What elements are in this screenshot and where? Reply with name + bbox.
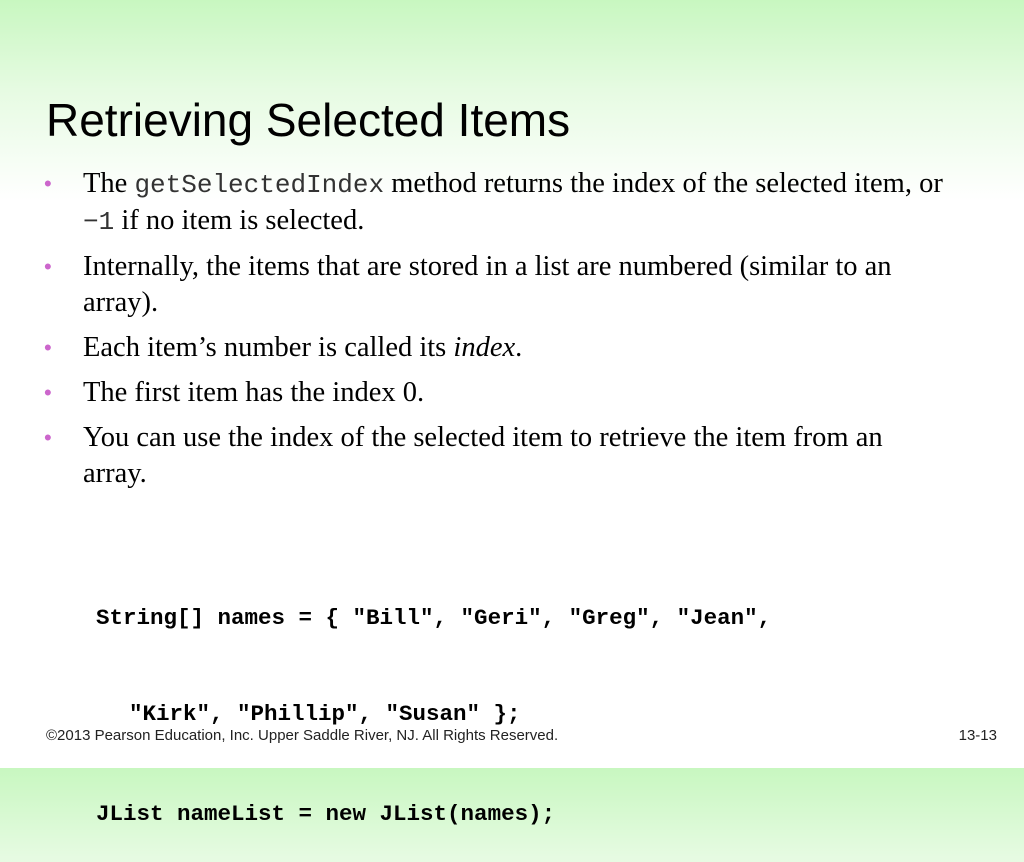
- inline-code: −1: [83, 207, 115, 237]
- footer-copyright: ©2013 Pearson Education, Inc. Upper Saddle River, NJ. All Rights Reserved.: [46, 727, 559, 744]
- bullet-marker-icon: •: [44, 380, 52, 405]
- bullet-text: You can use the index of the selected item to retrieve the item from an array.: [83, 422, 883, 489]
- bullet-text: The: [83, 168, 135, 199]
- emphasized-term: index: [453, 332, 516, 363]
- bullet-text: Internally, the items that are stored in a list are numbered (similar to an array).: [83, 251, 892, 318]
- code-line: JList nameList = new JList(names);: [96, 801, 556, 827]
- bullet-marker-icon: •: [44, 425, 52, 450]
- bullet-text: Each item’s number is called its: [83, 332, 454, 363]
- bullet-item: [0, 166, 943, 240]
- code-line: String[] names = { "Bill", "Geri", "Greg", "Jean",: [96, 605, 772, 631]
- bullet-marker-icon: •: [44, 335, 52, 360]
- bullet-item: [0, 330, 943, 366]
- code-line: "Kirk", "Phillip", "Susan" };: [129, 701, 521, 727]
- bullet-item: [0, 249, 943, 321]
- bullet-item: [0, 420, 943, 492]
- inline-code: getSelectedIndex: [134, 170, 385, 200]
- bullet-item: [0, 375, 943, 411]
- bullet-text: if no item is selected.: [114, 205, 365, 236]
- code-block: [96, 538, 771, 862]
- bullet-text: .: [515, 332, 523, 363]
- bullet-text: method returns the index of the selected item, or: [384, 168, 943, 199]
- bullet-marker-icon: •: [44, 171, 52, 196]
- bullet-marker-icon: •: [44, 254, 52, 279]
- bullet-text: The first item has the index 0.: [83, 377, 425, 408]
- bullet-list: [0, 166, 1024, 501]
- slide-title: Retrieving Selected Items: [46, 94, 571, 146]
- page-number: 13-13: [958, 727, 997, 744]
